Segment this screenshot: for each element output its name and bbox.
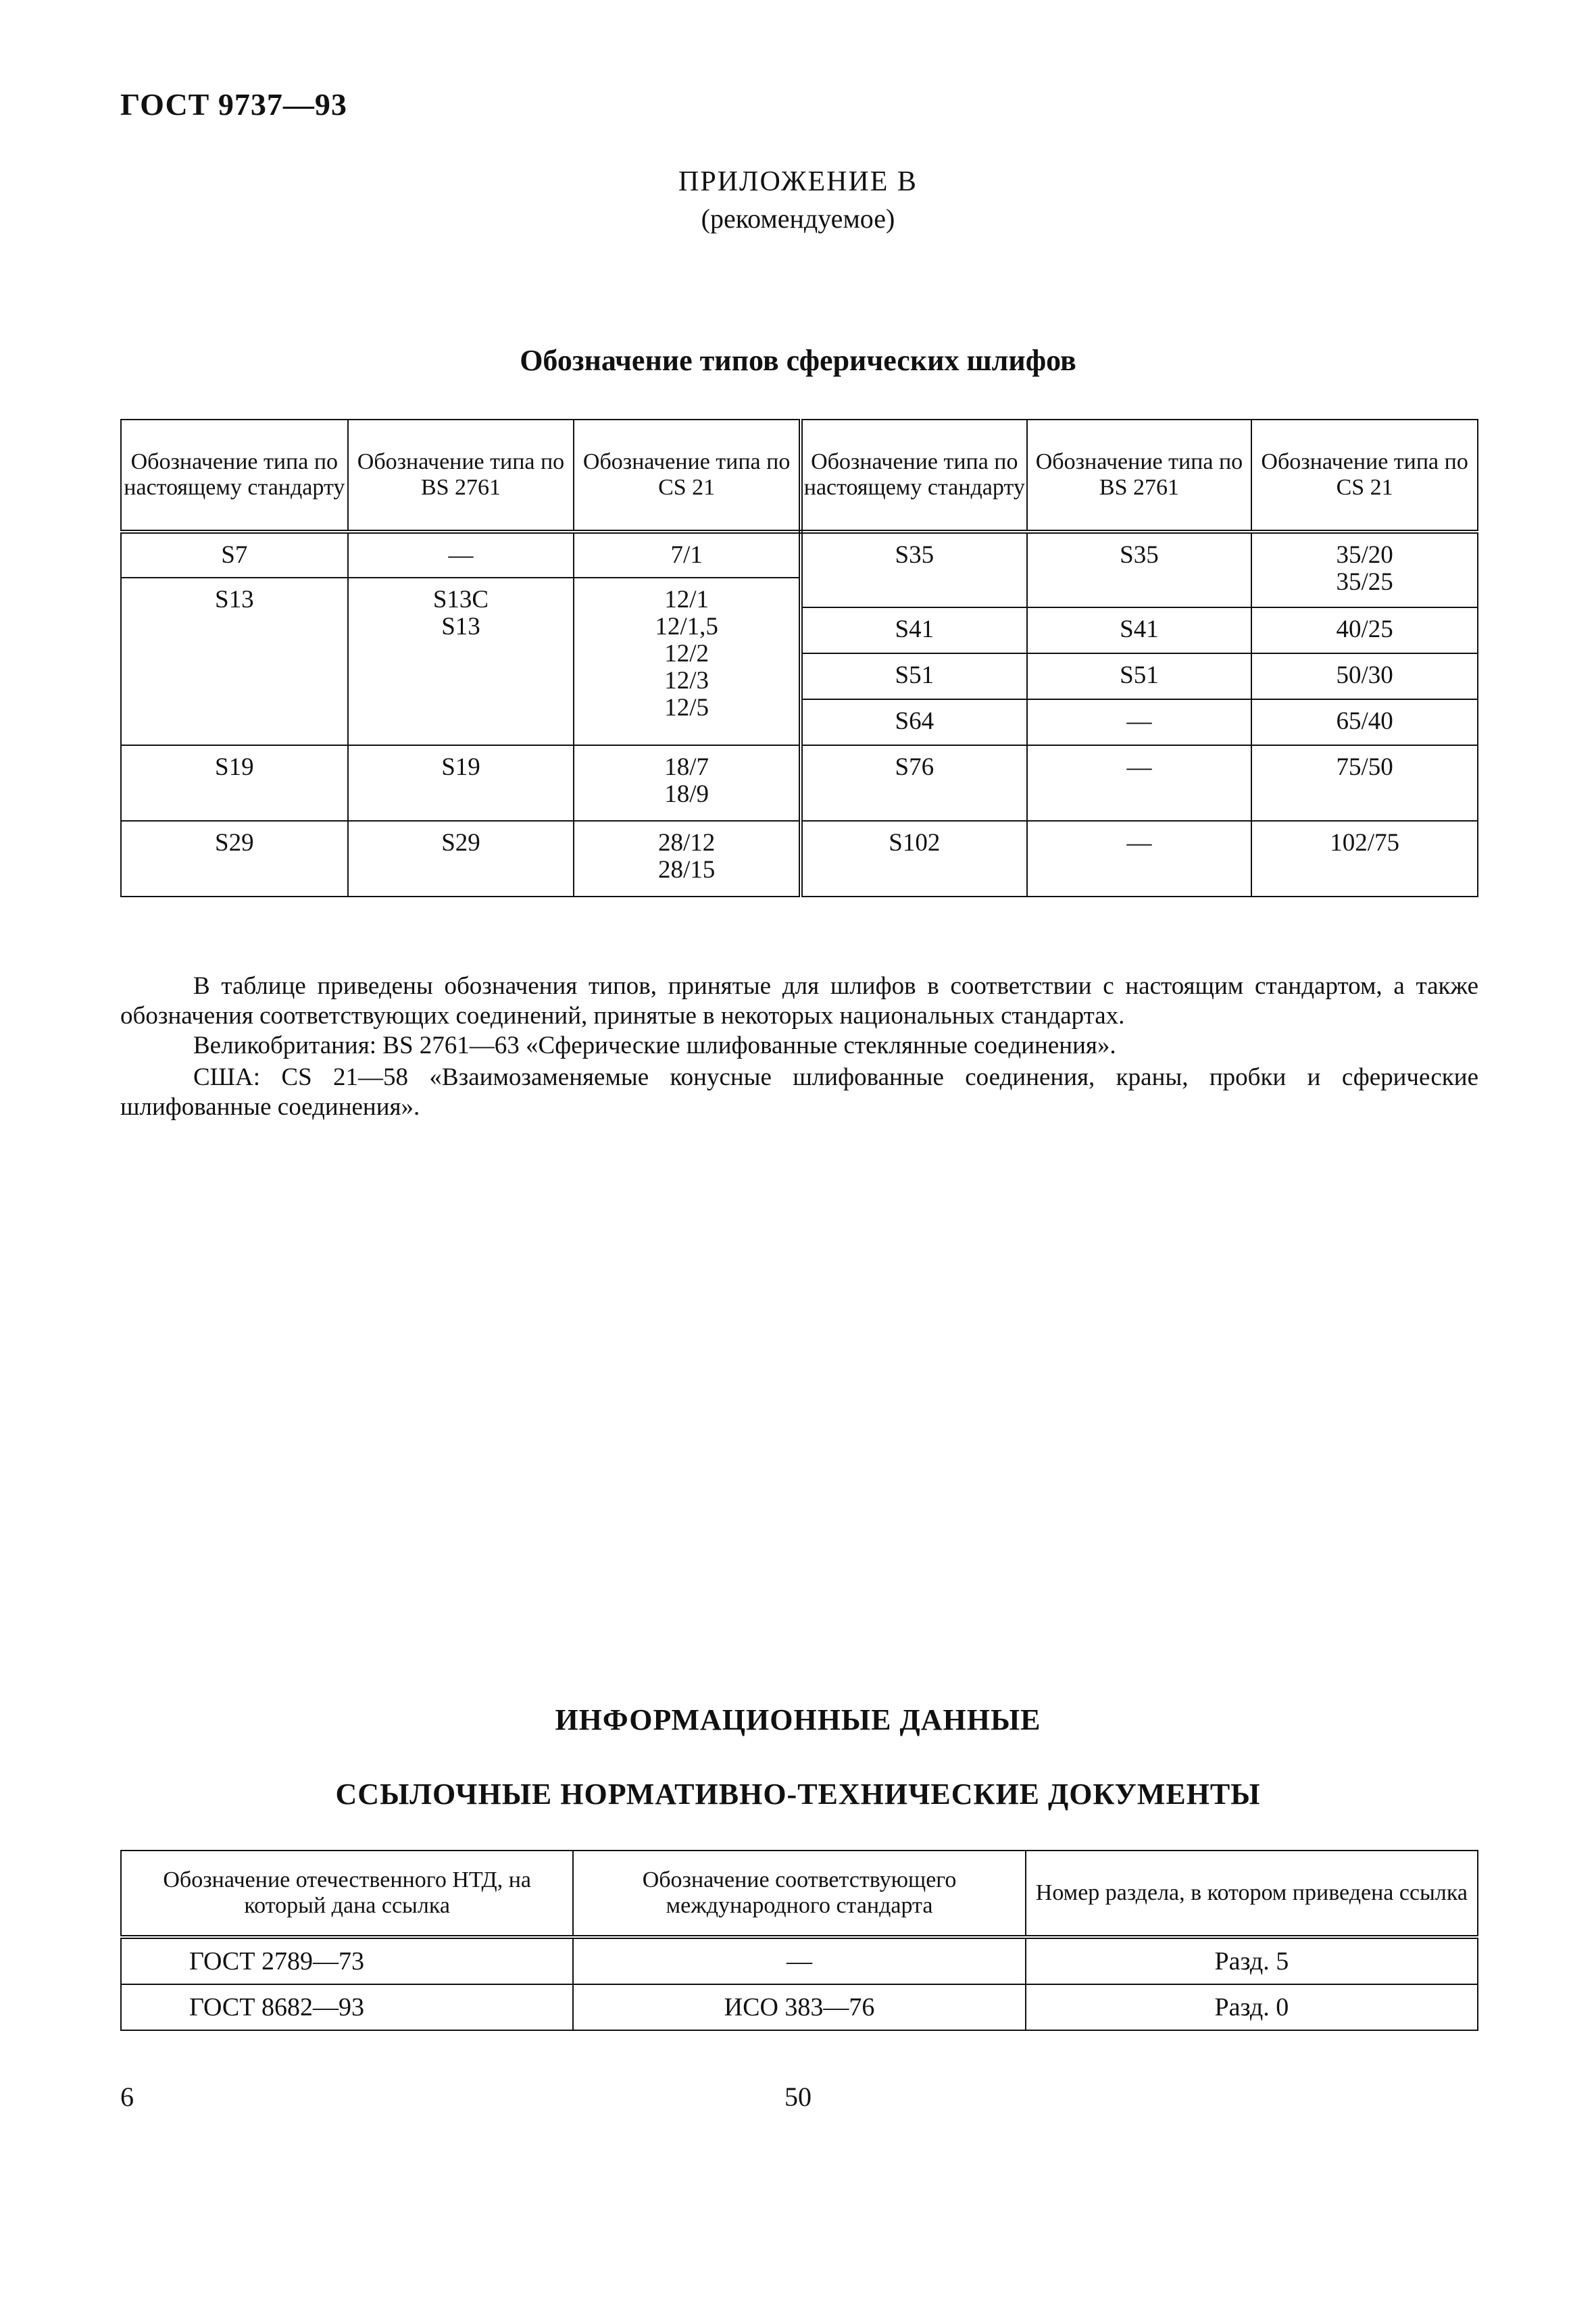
annex-subtitle: (рекомендуемое) (701, 203, 895, 234)
table-cell: S35 (801, 532, 1027, 607)
table-cell: 40/25 (1251, 607, 1478, 653)
table-cell: 50/30 (1251, 653, 1478, 699)
table-cell: S19 (348, 745, 574, 821)
table-cell: Разд. 5 (1026, 1937, 1478, 1984)
table-cell: 18/7 18/9 (574, 745, 801, 821)
types-table-title: Обозначение типов сферических шлифов (520, 344, 1076, 377)
table-cell: ГОСТ 2789—73 (121, 1937, 573, 1984)
note-paragraph: Великобритания: BS 2761—63 «Сферические шлифованные стеклянные соединения». (193, 1032, 1116, 1059)
table-cell: Разд. 0 (1026, 1984, 1478, 2030)
page-number-center: 50 (784, 2082, 812, 2112)
table-cell: S13C S13 (348, 578, 574, 745)
table-cell: S29 (348, 821, 574, 897)
table-cell: S51 (1027, 653, 1252, 699)
info-title: ИНФОРМАЦИОННЫЕ ДАННЫЕ (555, 1703, 1041, 1736)
table-cell: S41 (1027, 607, 1252, 653)
table-cell: 7/1 (574, 532, 801, 578)
header-cell: Номер раздела, в котором приведена ссылка (1026, 1851, 1478, 1937)
header-cell: Обозначение типа по настоящему стандарту (801, 420, 1027, 532)
table-row (121, 1937, 1478, 1984)
table-cell: 12/1 12/1,5 12/2 12/3 12/5 (574, 578, 801, 745)
table-cell: S41 (801, 607, 1027, 653)
types-table (120, 419, 1478, 897)
table-cell: 102/75 (1251, 821, 1478, 897)
table-row (121, 532, 1478, 578)
table-cell: S13 (121, 578, 348, 745)
table-cell: — (573, 1937, 1025, 1984)
table-header-row (121, 420, 1478, 532)
header-cell: Обозначение типа по CS 21 (574, 420, 801, 532)
table-cell: S76 (801, 745, 1027, 821)
table-cell: S29 (121, 821, 348, 897)
header-cell: Обозначение типа по BS 2761 (1027, 420, 1252, 532)
table-cell: 35/20 35/25 (1251, 532, 1478, 607)
table-cell: — (1027, 699, 1252, 745)
table-cell: ИСО 383—76 (573, 1984, 1025, 2030)
table-cell: S64 (801, 699, 1027, 745)
table-row (121, 821, 1478, 897)
table-cell: — (1027, 821, 1252, 897)
annex-title: ПРИЛОЖЕНИЕ В (678, 166, 918, 197)
header-cell: Обозначение типа по CS 21 (1251, 420, 1478, 532)
table-row (121, 1984, 1478, 2030)
table-cell: S102 (801, 821, 1027, 897)
table-cell: — (348, 532, 574, 578)
refs-title: ССЫЛОЧНЫЕ НОРМАТИВНО-ТЕХНИЧЕСКИЕ ДОКУМЕНТЫ (335, 1778, 1261, 1811)
table-cell: 65/40 (1251, 699, 1478, 745)
table-cell: ГОСТ 8682—93 (121, 1984, 573, 2030)
table-cell: S7 (121, 532, 348, 578)
table-cell: S19 (121, 745, 348, 821)
table-header-row (121, 1851, 1478, 1937)
table-cell: S51 (801, 653, 1027, 699)
document-code: ГОСТ 9737—93 (120, 87, 347, 122)
table-cell: S35 (1027, 532, 1252, 607)
table-cell: 75/50 (1251, 745, 1478, 821)
page-number-left: 6 (120, 2082, 134, 2112)
table-cell: 28/12 28/15 (574, 821, 801, 897)
header-cell: Обозначение типа по настоящему стандарту (121, 420, 348, 532)
table-cell: — (1027, 745, 1252, 821)
refs-table (120, 1850, 1478, 2031)
header-cell: Обозначение соответствующего международного стандарта (573, 1851, 1025, 1937)
note-paragraph: США: CS 21—58 «Взаимозаменяемые конусные шлифованные соединения, краны, пробки и сферические шлифованные соединения». (120, 1063, 1478, 1121)
note-paragraph: В таблице приведены обозначения типов, принятые для шлифов в соответствии с настоящим стандартом, а также обозначения соответствующих соединений, принятые в некоторых национальных стандартах. (120, 972, 1478, 1030)
header-cell: Обозначение отечественного НТД, на который дана ссылка (121, 1851, 573, 1937)
table-row (121, 745, 1478, 821)
header-cell: Обозначение типа по BS 2761 (348, 420, 574, 532)
